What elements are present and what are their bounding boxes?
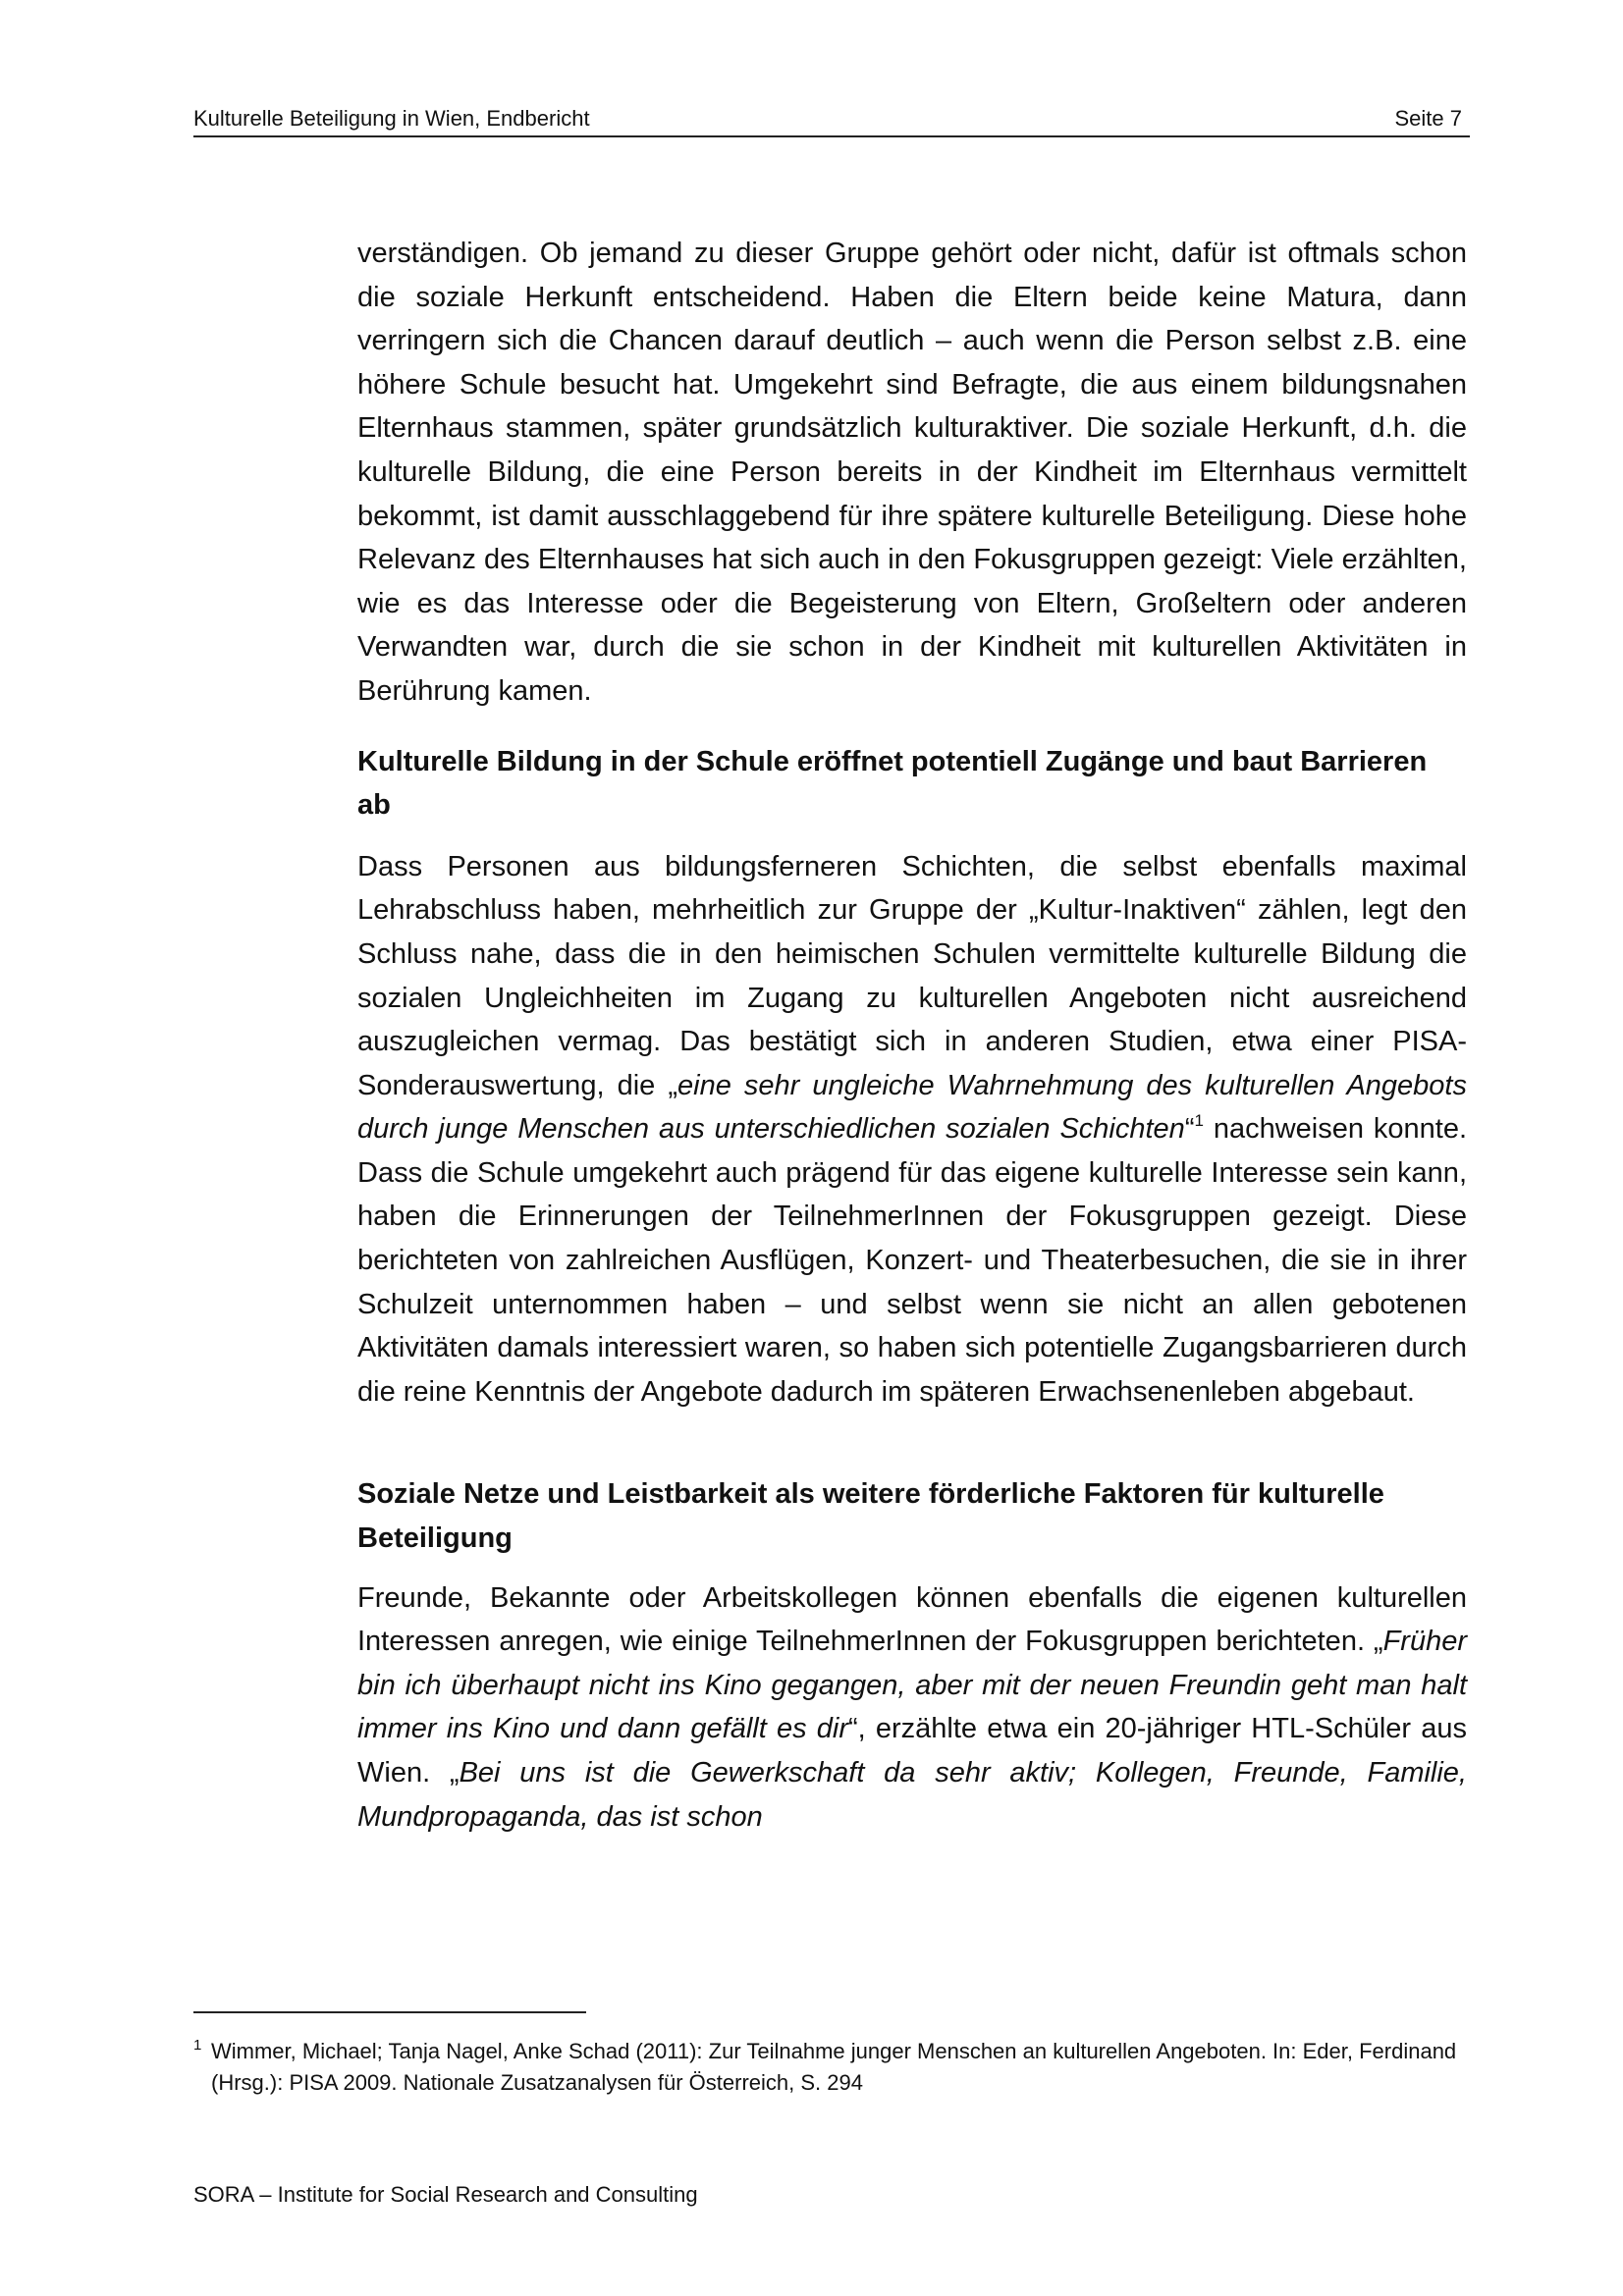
paragraph-social-origin: verständigen. Ob jemand zu dieser Gruppe gehört oder nicht, dafür ist oftmals schon die soziale Herkunft entscheidend. Haben die Eltern beide keine Matura, dann verringern sich die Chancen darauf deutlich – auch wenn die Person selbst z.B. eine höhere Schule besucht hat. Umgekehrt sind Befragte, die aus einem bildungsnahen Elternhaus stammen, später grundsätzlich kulturaktiver. Die soziale Herkunft, d.h. die kulturelle Bildung, die eine Person bereits in der Kindheit im Elternhaus vermittelt bekommt, ist damit ausschlaggebend für ihre spätere kulturelle Beteiligung. Diese hohe Relevanz des Elternhauses hat sich auch in den Fokusgruppen gezeigt: Viele erzählten, wie es das Interesse oder die Begeisterung von Eltern, Großeltern oder anderen Verwandten war, durch die sie schon in der Kindheit mit kulturellen Aktivitäten in Berührung kamen. [357,238,1467,707]
paragraph-school [357,845,1467,1415]
paragraph-social-text-2: “, erzählte etwa ein 20-jähriger HTL-Schüler aus Wien. „ [357,1713,1467,1789]
footnote-number: 1 [193,2037,202,2054]
paragraph-social-networks [357,1576,1467,1840]
section-heading-school: Kulturelle Bildung in der Schule eröffnet potentiell Zugänge und baut Barrieren ab [357,745,1428,822]
cinema-quote: Früher bin ich überhaupt nicht ins Kino gegangen, aber mit der neuen Freundin geht man halt immer ins Kino und dann gefällt es dir [357,1626,1467,1745]
footnote-reference[interactable]: 1 [1194,1111,1204,1131]
main-content [357,232,1467,1839]
section-heading-social-networks: Soziale Netze und Leistbarkeit als weitere förderliche Faktoren für kulturelle Beteiligung [357,1478,1384,1555]
footnote-separator [193,2011,586,2013]
pisa-quote: eine sehr ungleiche Wahrnehmung des kulturellen Angebots durch junge Menschen aus unterschiedlichen sozialen Schichten [357,1069,1467,1146]
paragraph-school-text-1: Dass Personen aus bildungsferneren Schichten, die selbst ebenfalls maximal Lehrabschluss haben, mehrheitlich zur Gruppe der „Kultur-Inaktiven“ zählen, legt den Schluss nahe, dass die in den heimischen Schulen vermittelte kulturelle Bildung die sozialen Ungleichheiten im Zugang zu kulturellen Angeboten nicht ausreichend auszugleichen vermag. Das bestätigt sich in anderen Studien, etwa einer PISA-Sonderauswertung, die „ [357,850,1467,1101]
page-footer: SORA – Institute for Social Research and Consulting [193,2182,698,2207]
footnote-text: Wimmer, Michael; Tanja Nagel, Anke Schad (2011): Zur Teilnahme junger Menschen an kulturellen Angeboten. In: Eder, Ferdinand (Hrsg.): PISA 2009. Nationale Zusatzanalysen für Österreich, S. 294 [211,2039,1457,2095]
paragraph-school-text-2: nachweisen konnte. Dass die Schule umgekehrt auch prägend für das eigene kulturelle Interesse sein kann, haben die Erinnerungen der TeilnehmerInnen der Fokusgruppen gezeigt. Diese berichteten von zahlreichen Ausflügen, Konzert- und Theaterbesuchen, die sie in ihrer Schulzeit unternommen haben – und selbst wenn sie nicht an allen gebotenen Aktivitäten damals interessiert waren, so haben sich potentielle Zugangsbarrieren durch die reine Kenntnis der Angebote dadurch im späteren Erwachsenenleben abgebaut. [357,1113,1467,1408]
page-header [193,104,1470,137]
union-quote: Bei uns ist die Gewerkschaft da sehr aktiv; Kollegen, Freunde, Familie, Mundpropaganda, das ist schon [357,1757,1467,1833]
page-number: Seite 7 [1394,106,1462,131]
paragraph-social-text-1: Freunde, Bekannte oder Arbeitskollegen können ebenfalls die eigenen kulturellen Interessen anregen, wie einige TeilnehmerInnen der Fokusgruppen berichteten. „ [357,1581,1467,1658]
quote-close: “ [1184,1113,1195,1146]
header-title: Kulturelle Beteiligung in Wien, Endbericht [193,106,590,131]
footnote [193,2036,1470,2099]
